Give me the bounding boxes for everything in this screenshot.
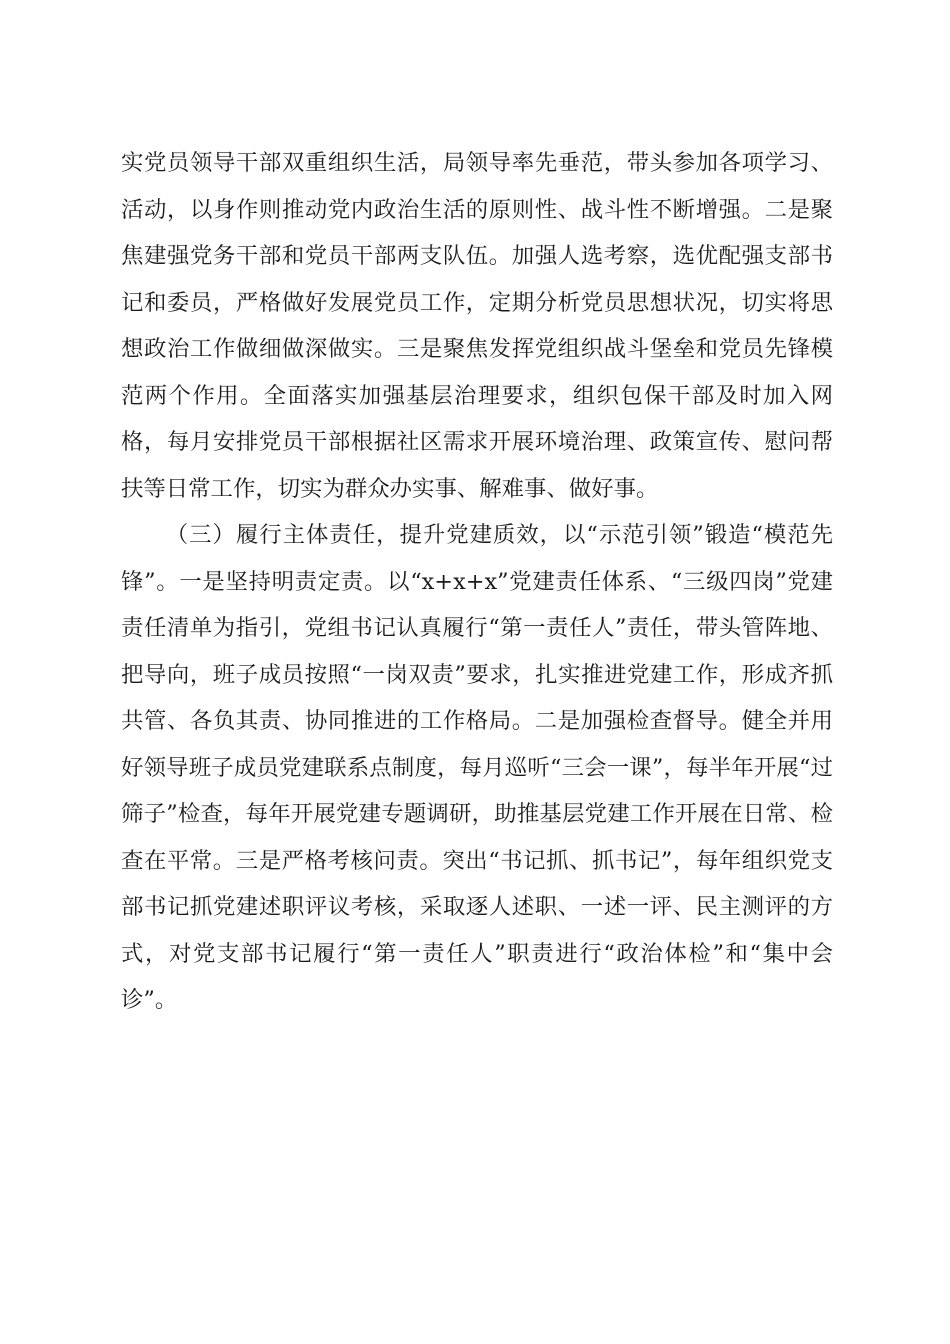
document-body (121, 140, 833, 1024)
paragraph-main-responsibility: （三）履行主体责任，提升党建质效，以“示范引领”锻造“模范先锋”。一是坚持明责定责。以“x+x+x”党建责任体系、“三级四岗”党建责任清单为指引，党组书记认真履行“第一责任人”责任，带头管阵地、把导向，班子成员按照“一岗双责”要求，扎实推进党建工作，形成齐抓共管、各负其责、协同推进的工作格局。二是加强检查督导。健全并用好领导班子成员党建联系点制度，每月巡听“三会一课”，每半年开展“过筛子”检查，每年开展党建专题调研，助推基层党建工作开展在日常、检查在平常。三是严格考核问责。突出“书记抓、抓书记”，每年组织党支部书记抓党建述职评议考核，采取逐人述职、一述一评、民主测评的方式，对党支部书记履行“第一责任人”职责进行“政治体检”和“集中会诊”。 (121, 522, 833, 1013)
paragraph-party-organization-life: 实党员领导干部双重组织生活，局领导率先垂范，带头参加各项学习、活动，以身作则推动党内政治生活的原则性、战斗性不断增强。二是聚焦建强党务干部和党员干部两支队伍。加强人选考察，选优配强支部书记和委员，严格做好发展党员工作，定期分析党员思想状况，切实将思想政治工作做细做深做实。三是聚焦发挥党组织战斗堡垒和党员先锋模范两个作用。全面落实加强基层治理要求，组织包保干部及时加入网格，每月安排党员干部根据社区需求开展环境治理、政策宣传、慰问帮扶等日常工作，切实为群众办实事、解难事、做好事。 (121, 150, 833, 502)
